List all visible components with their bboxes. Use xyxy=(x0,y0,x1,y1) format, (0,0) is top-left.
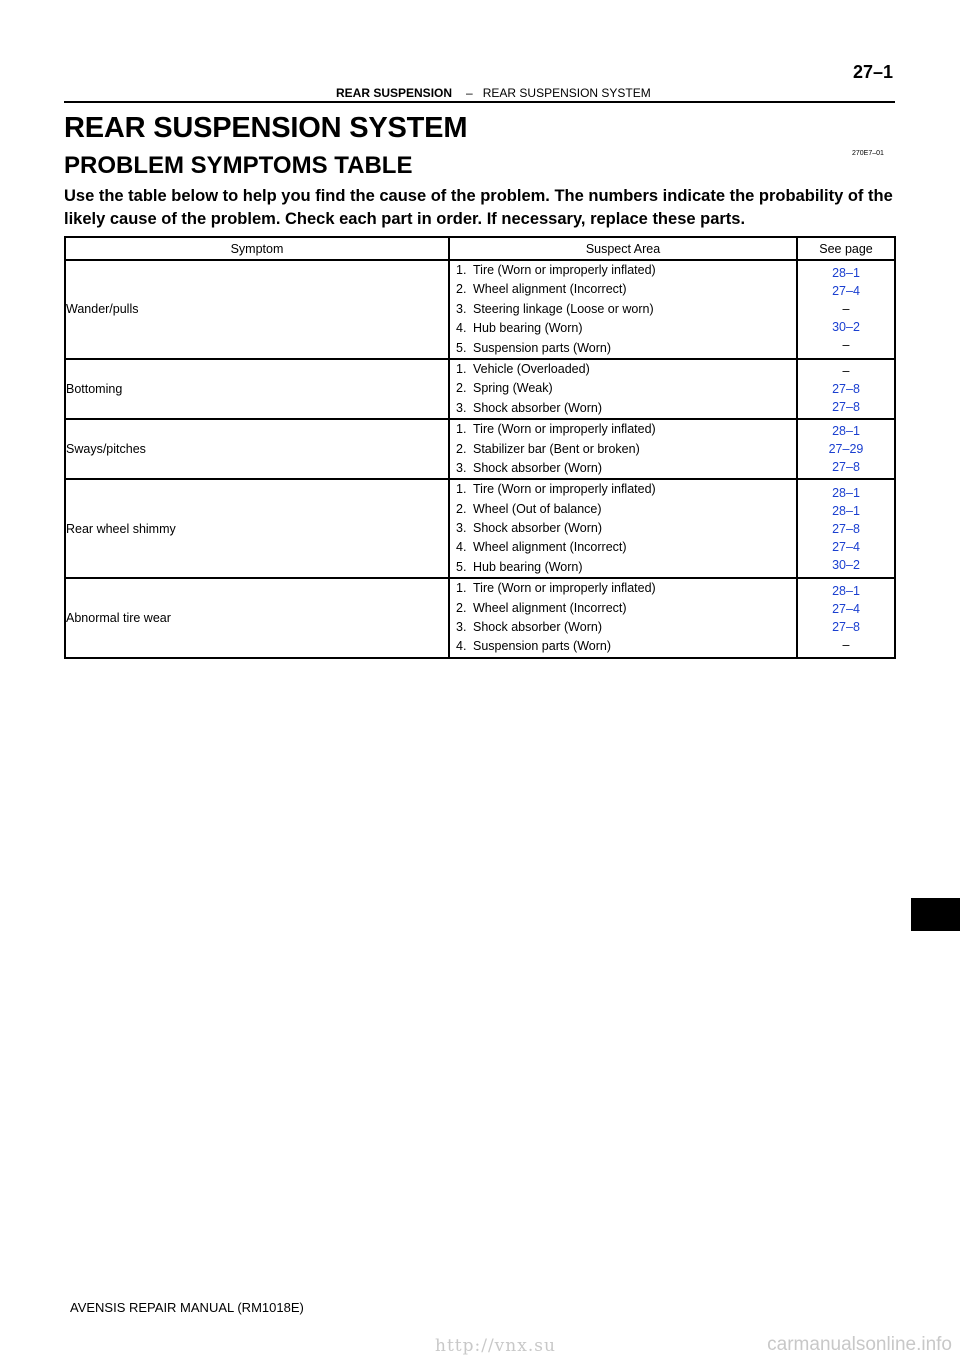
suspect-item-number: 1. xyxy=(456,361,467,376)
suspect-item xyxy=(450,500,796,519)
suspect-item-number: 1. xyxy=(456,263,467,277)
suspect-item xyxy=(450,480,796,499)
page-reference-link[interactable]: 27–4 xyxy=(832,284,860,299)
suspect-item-text: Wheel alignment (Incorrect) xyxy=(473,540,627,555)
suspect-item xyxy=(450,519,796,538)
suspect-item xyxy=(450,399,796,418)
suspect-item-number: 3. xyxy=(456,460,467,475)
table-row xyxy=(65,260,895,359)
symptom-cell: Wander/pulls xyxy=(65,260,449,359)
page-reference-link[interactable]: 28–1 xyxy=(832,503,860,518)
page-reference-link[interactable]: 27–8 xyxy=(832,521,860,536)
suspect-area-cell xyxy=(449,479,797,578)
suspect-item-text: Shock absorber (Worn) xyxy=(473,400,602,415)
suspect-item-number: 5. xyxy=(456,559,467,574)
suspect-item-text: Shock absorber (Worn) xyxy=(473,521,602,536)
page-reference-link[interactable]: 30–2 xyxy=(832,320,860,335)
header-symptom: Symptom xyxy=(65,237,449,260)
suspect-item xyxy=(450,261,796,280)
suspect-area-cell xyxy=(449,578,797,658)
suspect-item-text: Vehicle (Overloaded) xyxy=(473,361,590,376)
suspect-area-cell xyxy=(449,260,797,359)
suspect-item xyxy=(450,319,796,338)
page-reference-link[interactable]: 27–29 xyxy=(828,442,864,457)
page-reference-link[interactable]: 27–8 xyxy=(832,382,860,397)
suspect-item-number: 4. xyxy=(456,540,467,555)
suspect-item xyxy=(450,459,796,478)
suspect-item-text: Spring (Weak) xyxy=(473,381,553,396)
page-reference-link[interactable]: 27–8 xyxy=(832,400,860,415)
suspect-item-number: 3. xyxy=(456,400,467,415)
suspect-item-text: Wheel alignment (Incorrect) xyxy=(473,600,627,615)
suspect-item xyxy=(450,579,796,598)
suspect-item-number: 2. xyxy=(456,381,467,396)
page-reference-link[interactable]: 27–4 xyxy=(832,602,860,617)
suspect-item-text: Tire (Worn or improperly inflated) xyxy=(473,581,656,596)
suspect-item xyxy=(450,420,796,439)
header-separator: – xyxy=(466,86,473,100)
suspect-item-text: Shock absorber (Worn) xyxy=(473,620,602,635)
suspect-item-number: 3. xyxy=(456,301,467,316)
see-page-cell xyxy=(797,578,895,658)
image-code: 270E7–01 xyxy=(852,150,884,157)
suspect-item-number: 2. xyxy=(456,501,467,516)
section-subtitle: PROBLEM SYMPTOMS TABLE xyxy=(64,152,413,179)
symptom-cell: Abnormal tire wear xyxy=(65,578,449,658)
page-number: 27–1 xyxy=(852,62,893,82)
table-body xyxy=(65,260,895,658)
suspect-item xyxy=(450,280,796,299)
page-reference-none: – xyxy=(842,638,850,653)
suspect-item xyxy=(450,558,796,577)
suspect-item-text: Suspension parts (Worn) xyxy=(473,340,612,355)
see-page-cell xyxy=(797,479,895,578)
suspect-item-text: Stabilizer bar (Bent or broken) xyxy=(473,441,640,456)
page-reference-link[interactable]: 27–8 xyxy=(832,620,860,635)
header-see-page: See page xyxy=(797,237,895,260)
see-page-cell xyxy=(797,260,895,359)
page-reference-link[interactable]: 27–8 xyxy=(832,460,860,475)
suspect-item-text: Tire (Worn or improperly inflated) xyxy=(473,422,656,437)
header-suspect-area: Suspect Area xyxy=(449,237,797,260)
subsection-name: REAR SUSPENSION SYSTEM xyxy=(482,86,651,100)
suspect-item xyxy=(450,339,796,358)
see-page-cell xyxy=(797,419,895,479)
suspect-item-number: 5. xyxy=(456,340,467,355)
suspect-item-text: Hub bearing (Worn) xyxy=(473,321,583,336)
page-reference-none: – xyxy=(842,302,850,317)
suspect-item-text: Hub bearing (Worn) xyxy=(473,559,583,574)
suspect-item xyxy=(450,440,796,459)
suspect-item xyxy=(450,379,796,398)
table-header-row xyxy=(65,237,895,260)
table-row xyxy=(65,419,895,479)
suspect-item xyxy=(450,599,796,618)
suspect-item-number: 1. xyxy=(456,482,467,497)
watermark-url[interactable]: http://vnx.su xyxy=(435,1336,556,1356)
suspect-item-text: Tire (Worn or improperly inflated) xyxy=(473,263,656,277)
suspect-item xyxy=(450,300,796,319)
suspect-item-text: Shock absorber (Worn) xyxy=(473,460,602,475)
suspect-item-number: 3. xyxy=(456,620,467,635)
suspect-item xyxy=(450,538,796,557)
suspect-item-number: 4. xyxy=(456,639,467,654)
page-reference-none: – xyxy=(842,364,850,379)
suspect-item-text: Wheel alignment (Incorrect) xyxy=(473,282,627,297)
page-reference-link[interactable]: 30–2 xyxy=(832,557,860,572)
symptom-cell: Rear wheel shimmy xyxy=(65,479,449,578)
section-tab-marker xyxy=(911,898,960,931)
suspect-item-number: 3. xyxy=(456,521,467,536)
section-name: REAR SUSPENSION xyxy=(336,86,453,100)
suspect-item-text: Suspension parts (Worn) xyxy=(473,639,612,654)
suspect-item-text: Steering linkage (Loose or worn) xyxy=(473,301,654,316)
suspect-item-number: 4. xyxy=(456,321,467,336)
suspect-item-number: 2. xyxy=(456,441,467,456)
suspect-item-text: Tire (Worn or improperly inflated) xyxy=(473,482,656,497)
header-rule xyxy=(64,101,895,103)
problem-symptoms-table xyxy=(64,236,896,659)
suspect-area-cell xyxy=(449,419,797,479)
suspect-item-number: 2. xyxy=(456,282,467,297)
watermark-site: carmanualsonline.info xyxy=(767,1334,952,1355)
symptom-cell: Bottoming xyxy=(65,359,449,419)
page-reference-none: – xyxy=(842,338,850,353)
suspect-item xyxy=(450,637,796,656)
page-title: REAR SUSPENSION SYSTEM xyxy=(64,112,468,144)
suspect-item-number: 2. xyxy=(456,600,467,615)
page-reference-link[interactable]: 28–1 xyxy=(832,584,860,599)
intro-paragraph: Use the table below to help you find the cause of the problem. The numbers indicate the probability of the likely cause of the problem. Check each part in order. If necessary, replace these parts. xyxy=(64,187,893,228)
page-reference-link[interactable]: 27–4 xyxy=(832,539,860,554)
page-reference-link[interactable]: 28–1 xyxy=(832,485,860,500)
suspect-area-cell xyxy=(449,359,797,419)
table-row xyxy=(65,359,895,419)
running-header xyxy=(336,86,651,100)
see-page-cell xyxy=(797,359,895,419)
suspect-item xyxy=(450,360,796,379)
page-reference-link[interactable]: 28–1 xyxy=(832,424,860,439)
suspect-item-text: Wheel (Out of balance) xyxy=(473,501,602,516)
page-reference-link[interactable]: 28–1 xyxy=(832,266,860,281)
symptom-cell: Sways/pitches xyxy=(65,419,449,479)
suspect-item xyxy=(450,618,796,637)
footer-manual-title: AVENSIS REPAIR MANUAL (RM1018E) xyxy=(70,1300,304,1315)
suspect-item-number: 1. xyxy=(456,581,467,596)
table-row xyxy=(65,479,895,578)
suspect-item-number: 1. xyxy=(456,422,467,437)
table-row xyxy=(65,578,895,658)
